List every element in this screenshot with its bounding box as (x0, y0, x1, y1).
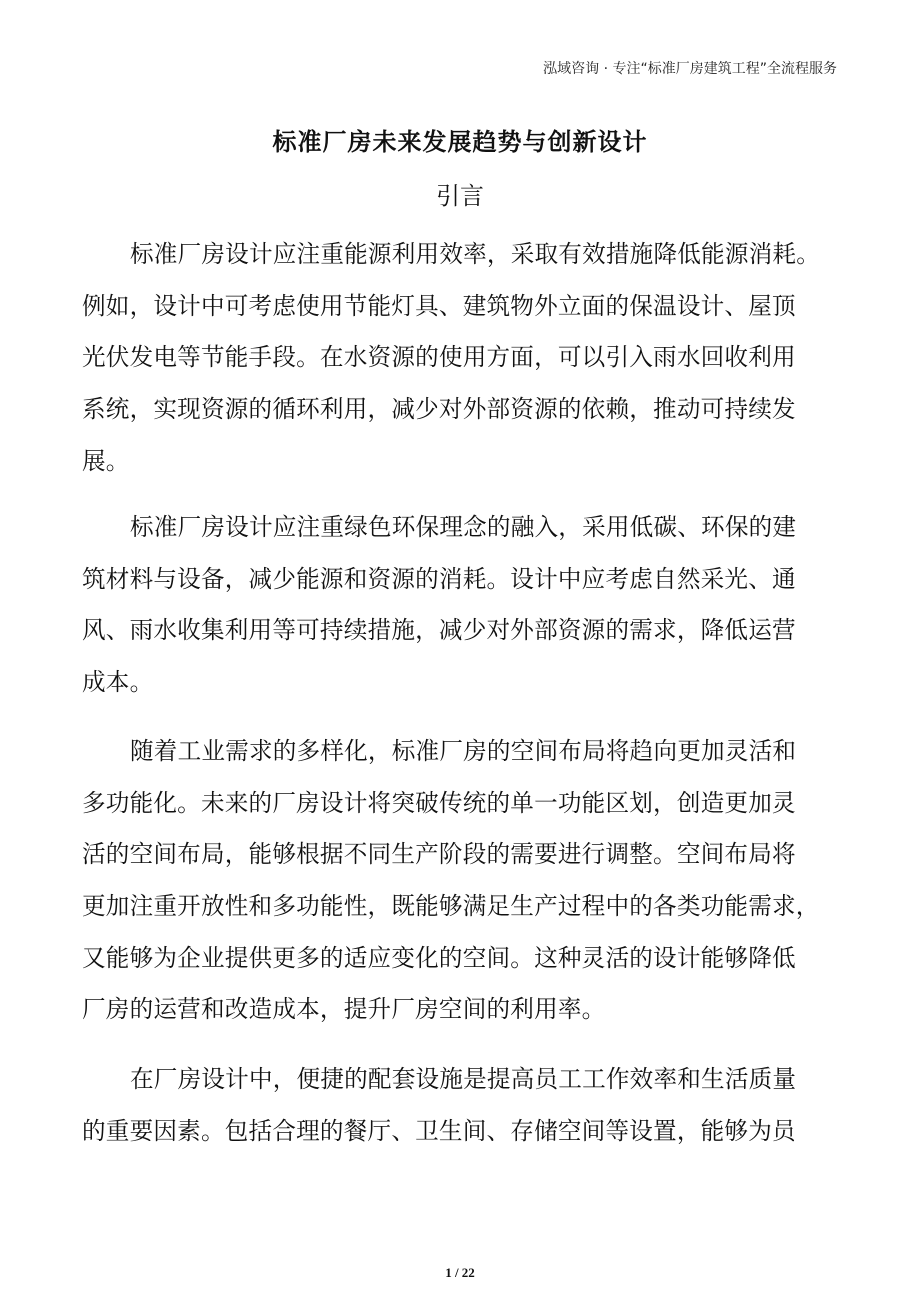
text-line: 成本。 (82, 668, 154, 697)
text-line: 的重要因素。包括合理的餐厅、卫生间、存储空间等设置，能够为员 (82, 1116, 796, 1145)
text-line: 在厂房设计中，便捷的配套设施是提高员工工作效率和生活质量 (130, 1065, 797, 1093)
paragraph-1 (82, 229, 872, 487)
text-line: 随着工业需求的多样化，标准厂房的空间布局将趋向更加灵活和 (130, 737, 797, 765)
text-line: 标准厂房设计应注重绿色环保理念的融入，采用低碳、环保的建 (130, 513, 797, 541)
text-line: 厂房的运营和改造成本，提升厂房空间的利用率。 (82, 995, 606, 1024)
text-line: 展。 (82, 446, 130, 475)
text-line: 筑材料与设备，减少能源和资源的消耗。设计中应考虑自然采光、通 (82, 564, 796, 593)
page-header: 泓域咨询 · 专注“标准厂房建筑工程”全流程服务 (543, 61, 837, 77)
text-line: 风、雨水收集利用等可持续措施，减少对外部资源的需求，降低运营 (82, 616, 796, 645)
text-line: 多功能化。未来的厂房设计将突破传统的单一功能区划，创造更加灵 (82, 788, 796, 817)
text-line: 活的空间布局，能够根据不同生产阶段的需要进行调整。空间布局将 (82, 840, 796, 869)
document-title: 标准厂房未来发展趋势与创新设计 (272, 128, 648, 156)
page-number: 1 / 22 (445, 1265, 475, 1280)
text-line: 例如，设计中可考虑使用节能灯具、建筑物外立面的保温设计、屋顶 (82, 291, 796, 320)
text-line: 系统，实现资源的循环利用，减少对外部资源的依赖，推动可持续发 (82, 395, 796, 424)
text-line: 标准厂房设计应注重能源利用效率，采取有效措施降低能源消耗。 (130, 240, 821, 268)
text-line: 光伏发电等节能手段。在水资源的使用方面，可以引入雨水回收利用 (82, 343, 796, 372)
text-line: 更加注重开放性和多功能性，既能够满足生产过程中的各类功能需求， (82, 892, 820, 921)
text-line: 又能够为企业提供更多的适应变化的空间。这种灵活的设计能够降低 (82, 943, 796, 972)
paragraph-4 (82, 1054, 872, 1157)
section-heading: 引言 (436, 182, 484, 210)
paragraph-2 (82, 502, 872, 709)
paragraph-3 (82, 726, 872, 1036)
